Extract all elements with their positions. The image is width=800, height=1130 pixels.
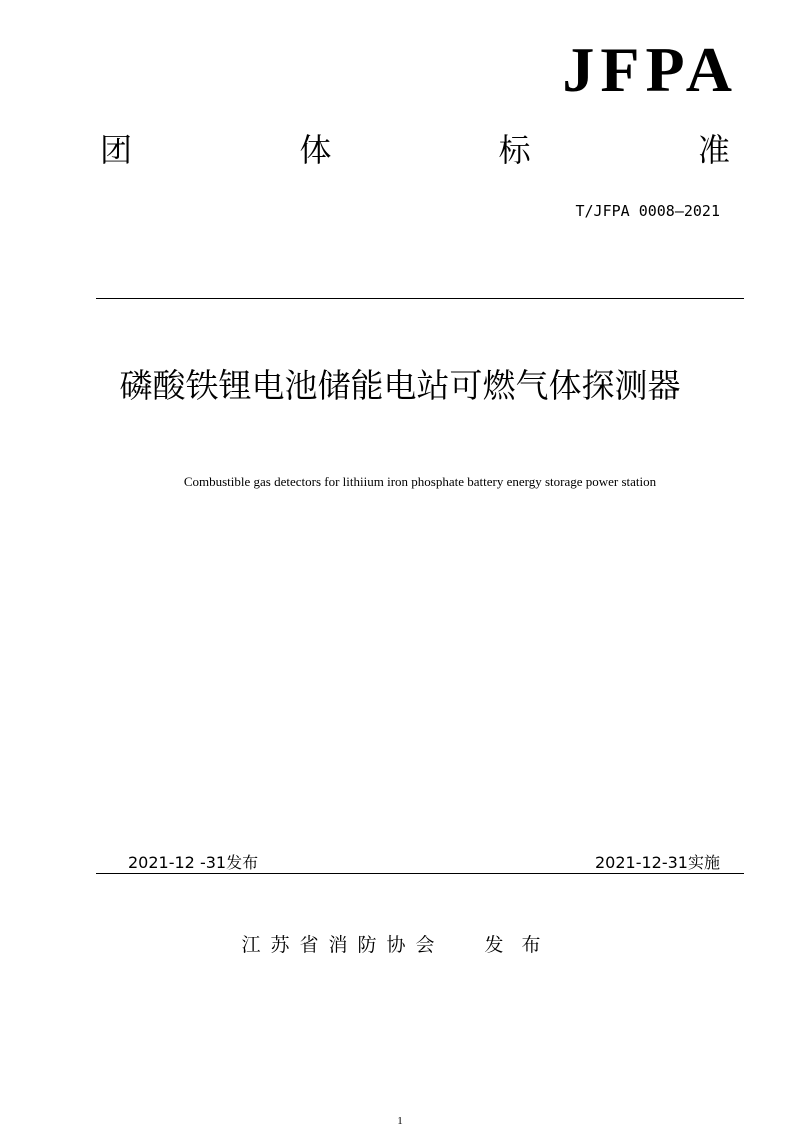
bottom-divider	[96, 873, 744, 874]
standard-type-char: 体	[299, 131, 332, 169]
publisher-line	[0, 930, 800, 957]
publisher-action: 发布	[484, 934, 559, 956]
standard-type-char: 准	[697, 131, 730, 169]
top-divider	[96, 298, 744, 299]
standard-number: T/JFPA 0008—2021	[575, 202, 720, 220]
organization-logo: JFPA	[562, 34, 738, 105]
document-title-english: Combustible gas detectors for lithiium iron phosphate battery energy storage power station	[183, 474, 657, 489]
publish-date: 2021-12 -31发布	[128, 853, 259, 872]
publisher-organization: 江苏省消防协会	[241, 934, 445, 956]
standard-type-heading	[100, 131, 730, 169]
document-title-chinese: 磷酸铁锂电池储能电站可燃气体探测器	[119, 366, 681, 405]
effective-date: 2021-12-31实施	[595, 853, 720, 872]
standard-type-char: 标	[498, 131, 531, 169]
page-number: 1	[397, 1115, 403, 1127]
standard-type-char: 团	[100, 131, 133, 169]
